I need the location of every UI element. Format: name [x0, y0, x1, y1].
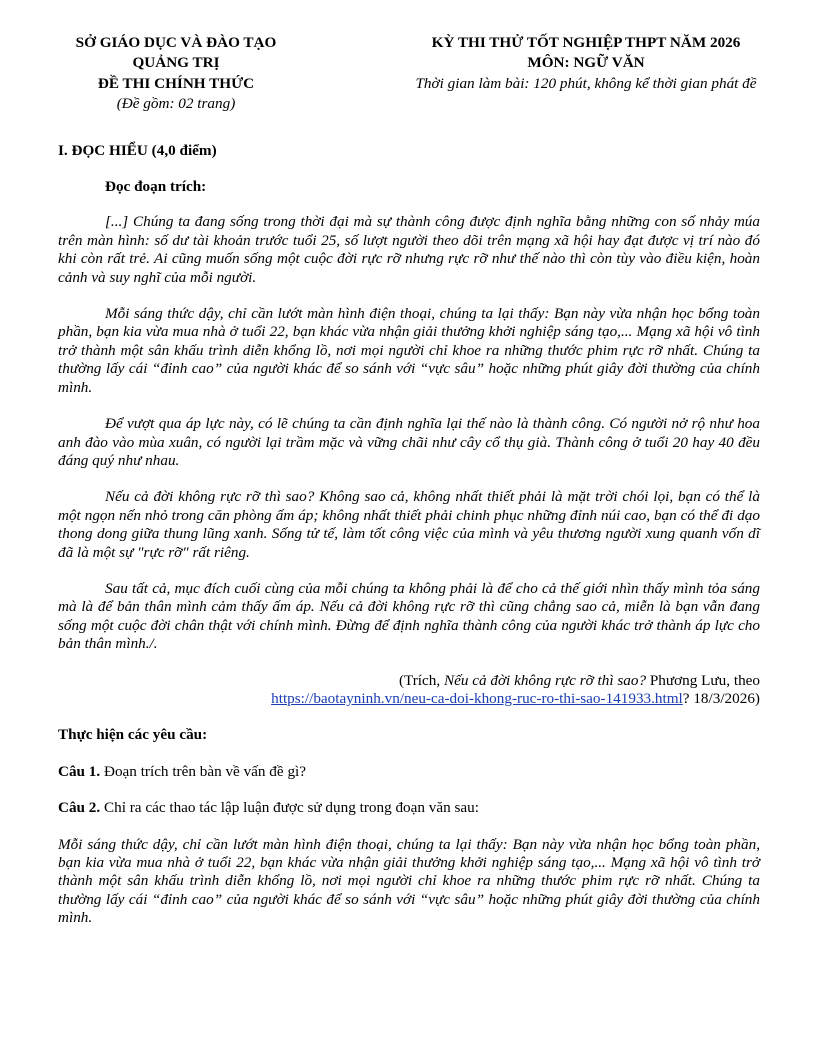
- question-1: [58, 763, 760, 781]
- question-2: [58, 799, 760, 817]
- passage-paragraph: [...] Chúng ta đang sống trong thời đại mà sự thành công được định nghĩa bằng những con số nhảy múa trên màn hình: số dư tài khoản trước tuổi 25, số lượt người theo dõi trên mạng xã hội hay đạt được vị trí nào đó khi còn rất trẻ. Ai cũng muốn sống một cuộc đời rực rỡ nhưng rực rỡ như thế nào thì còn tùy vào điều kiện, hoàn cảnh và suy nghĩ của mỗi người.: [58, 213, 760, 286]
- question-text: Đoạn trích trên bàn về vấn đề gì?: [100, 762, 306, 780]
- source-link[interactable]: https://baotayninh.vn/neu-ca-doi-khong-ruc-ro-thi-sao-141933.html: [271, 689, 683, 707]
- question-label: Câu 2.: [58, 799, 101, 817]
- citation-author: Phương Lưu, theo: [646, 671, 760, 689]
- citation-prefix: (Trích,: [398, 671, 444, 689]
- citation-title: Nếu cả đời không rực rỡ thì sao?: [443, 671, 647, 689]
- quoted-paragraph: Mỗi sáng thức dậy, chỉ cần lướt màn hình điện thoại, chúng ta lại thấy: Bạn này vừa nhận học bổng toàn phần, bạn kia vừa mua nhà ở tuổi 22, bạn khác vừa nhận giải thưởng khởi nghiệp sáng tạo,... Mạng xã hội vô tình trở thành một sân khấu trình diễn khổng lồ, nơi mọi người chỉ khoe ra những thước phim rực rỡ nhất. Chúng ta thường lấy cái “đỉnh cao” của người khác để so sánh với “vực sâu” hoặc những phút giây đời thường của chính mình.: [58, 835, 760, 927]
- passage-paragraph: Để vượt qua áp lực này, có lẽ chúng ta cần định nghĩa lại thế nào là thành công. Có người nở rộ như hoa anh đào vào mùa xuân, có người lại trầm mặc và vững chãi như cây cổ thụ già. Thành công ở tuổi 20 hay 40 đều đáng quý như nhau.: [58, 415, 760, 469]
- section-title: I. ĐỌC HIỂU (4,0 điểm): [58, 141, 217, 159]
- question-label: Câu 1.: [58, 762, 101, 780]
- department-name: SỞ GIÁO DỤC VÀ ĐÀO TẠO: [75, 34, 277, 51]
- page-count-note: (Đề gồm: 02 trang): [116, 95, 236, 113]
- header-right: [396, 34, 776, 114]
- read-instruction: Đọc đoạn trích:: [105, 178, 207, 196]
- province-name: QUẢNG TRỊ: [132, 54, 220, 72]
- passage-paragraph: Sau tất cả, mục đích cuối cùng của mỗi chúng ta không phải là để cho cả thế giới nhìn thấy mình tỏa sáng mà là để bản thân mình cảm thấy ấm áp. Nếu cả đời không rực rỡ thì cũng chẳng sao cả, miễn là bạn vẫn đang sống một cuộc đời chân thật với chính mình. Đừng để định nghĩa thành công của người khác trở thành áp lực cho bản thân mình./.: [58, 579, 760, 653]
- exam-title: KỲ THI THỬ TỐT NGHIỆP THPT NĂM 2026: [431, 34, 741, 51]
- official-exam-label: ĐỀ THI CHÍNH THỨC: [97, 74, 255, 92]
- tasks-heading: Thực hiện các yêu cầu:: [58, 726, 208, 744]
- source-citation: [58, 672, 760, 709]
- header-left: [58, 34, 294, 114]
- subject-title: MÔN: NGỮ VĂN: [527, 54, 645, 72]
- passage: [58, 213, 760, 653]
- time-allowed: Thời gian làm bài: 120 phút, không kể thời gian phát đề: [415, 74, 757, 92]
- citation-suffix: ? 18/3/2026): [682, 689, 760, 707]
- document-header: [58, 34, 760, 114]
- passage-paragraph: Mỗi sáng thức dậy, chỉ cần lướt màn hình điện thoại, chúng ta lại thấy: Bạn này vừa nhận học bổng toàn phần, bạn kia vừa mua nhà ở tuổi 22, bạn khác vừa nhận giải thưởng khởi nghiệp sáng tạo,... Mạng xã hội vô tình trở thành một sân khấu trình diễn khổng lồ, nơi mọi người chỉ khoe ra những thước phim rực rỡ nhất. Chúng ta thường lấy cái “đỉnh cao” của người khác để so sánh với “vực sâu” hoặc những phút giây đời thường của chính mình.: [58, 305, 760, 396]
- question-text: Chỉ ra các thao tác lập luận được sử dụng trong đoạn văn sau:: [100, 799, 479, 817]
- passage-paragraph: Nếu cả đời không rực rỡ thì sao? Không sao cả, không nhất thiết phải là mặt trời chói lọi, bạn có thể là một ngọn nến nhỏ trong căn phòng ấm áp; không nhất thiết phải chinh phục những đỉnh núi cao, bạn có thể đi dạo thong dong giữa thung lũng xanh. Sống tử tế, làm tốt công việc của mình và yêu thương người xung quanh vốn dĩ đã là một sự "rực rỡ" rất riêng.: [58, 488, 760, 561]
